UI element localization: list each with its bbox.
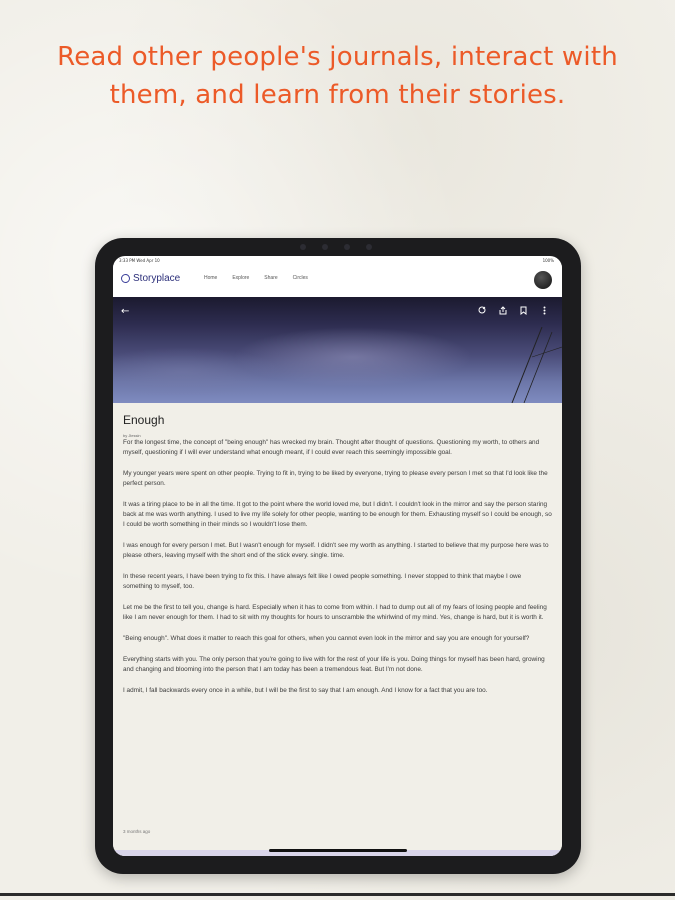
- power-lines: [502, 327, 562, 403]
- sensor-dot: [322, 244, 328, 250]
- storyplace-logo-icon: [121, 274, 130, 283]
- post-paragraph: My younger years were spent on other people. Trying to fit in, trying to be liked by everyone, trying to please every person I met so that I'd look like the perfect person.: [123, 470, 548, 487]
- app-header: [113, 265, 562, 297]
- hero-cloud: [113, 347, 283, 397]
- share-icon[interactable]: [499, 306, 507, 315]
- post-paragraph: It was a tiring place to be in all the time. It got to the point where the world loved me, but I didn't. I couldn't look in the mirror and say the person staring back at me was worth anything. I used to live my life solely for other people, wanting to be enough for them. Exhausting myself so I could be enough, so I could be worth something in their minds so I wouldn't lose them.: [123, 501, 552, 528]
- status-time: 3:33 PM Wed Apr 10: [119, 258, 160, 263]
- promo-headline-line-2: them, and learn from their stories.: [109, 80, 566, 110]
- storyplace-logo[interactable]: [121, 273, 180, 284]
- main-nav: [204, 275, 323, 281]
- home-indicator[interactable]: [269, 849, 407, 852]
- back-arrow-icon[interactable]: ←: [121, 306, 130, 317]
- status-bar: [113, 256, 562, 265]
- nav-circles[interactable]: Circles: [292, 275, 308, 281]
- status-battery: 100%: [542, 258, 554, 263]
- post-paragraph: Everything starts with you. The only person that you're going to live with for the rest of your life is you. Doing things for myself has been hard, growing and changing and blooming into the person that I am today has been a tremendous feat. But I'm not done.: [123, 656, 545, 673]
- post-title: Enough: [123, 413, 165, 427]
- camera-bar: [300, 243, 376, 251]
- post-timestamp: 3 months ago: [123, 829, 151, 834]
- bookmark-icon[interactable]: [520, 306, 527, 315]
- post-paragraph: "Being enough". What does it matter to reach this goal for others, when you cannot even look in the mirror and say you are enough for yourself?: [123, 635, 530, 642]
- avatar[interactable]: [534, 271, 552, 289]
- post-author[interactable]: by Jlessin: [123, 433, 141, 438]
- post-paragraph: In these recent years, I have been trying to fix this. I have always felt like I owed people something. I never stopped to think that maybe I owe something to myself, too.: [123, 573, 522, 590]
- bottom-divider: [0, 893, 675, 896]
- logo-text: Storyplace: [133, 273, 181, 284]
- sensor-dot: [300, 244, 306, 250]
- promo-headline: [0, 38, 675, 114]
- camera-icon: [344, 244, 350, 250]
- nav-home[interactable]: Home: [204, 275, 218, 281]
- nav-explore[interactable]: Explore: [232, 275, 250, 281]
- promo-headline-line-1: Read other people's journals, interact with: [57, 42, 618, 72]
- sensor-dot: [366, 244, 372, 250]
- post-paragraph: I admit, I fall backwards every once in a while, but I will be the first to say that I am enough. And I know for a fact that you are too.: [123, 687, 488, 694]
- tablet-screen: [113, 256, 562, 856]
- post-paragraph: For the longest time, the concept of "being enough" has wrecked my brain. Thought after thought of questions. Questioning my worth, to others and myself, questioning if I will ever understand what enough meant, if I could ever reach this seemingly impossible goal.: [123, 439, 540, 456]
- post-paragraph: Let me be the first to tell you, change is hard. Especially when it has to come from within. I had to dump out all of my fears of losing people and feeling like I am never enough for them. I had to sit with my thoughts for hours to unscramble the whirlwind of my mind. Yes, change is hard, but it is worth it.: [123, 604, 547, 621]
- nav-share[interactable]: Share: [264, 275, 278, 281]
- post-hero-image: [113, 297, 562, 403]
- edit-icon[interactable]: [478, 306, 486, 314]
- post-content: [113, 403, 562, 856]
- post-body: [123, 438, 552, 696]
- more-vert-icon[interactable]: [543, 306, 546, 315]
- post-paragraph: I was enough for every person I met. But I wasn't enough for myself. I didn't see my worth as anything. I started to believe that my purpose here was to please others, leaving myself with the short end of the stick every. single. time.: [123, 542, 549, 559]
